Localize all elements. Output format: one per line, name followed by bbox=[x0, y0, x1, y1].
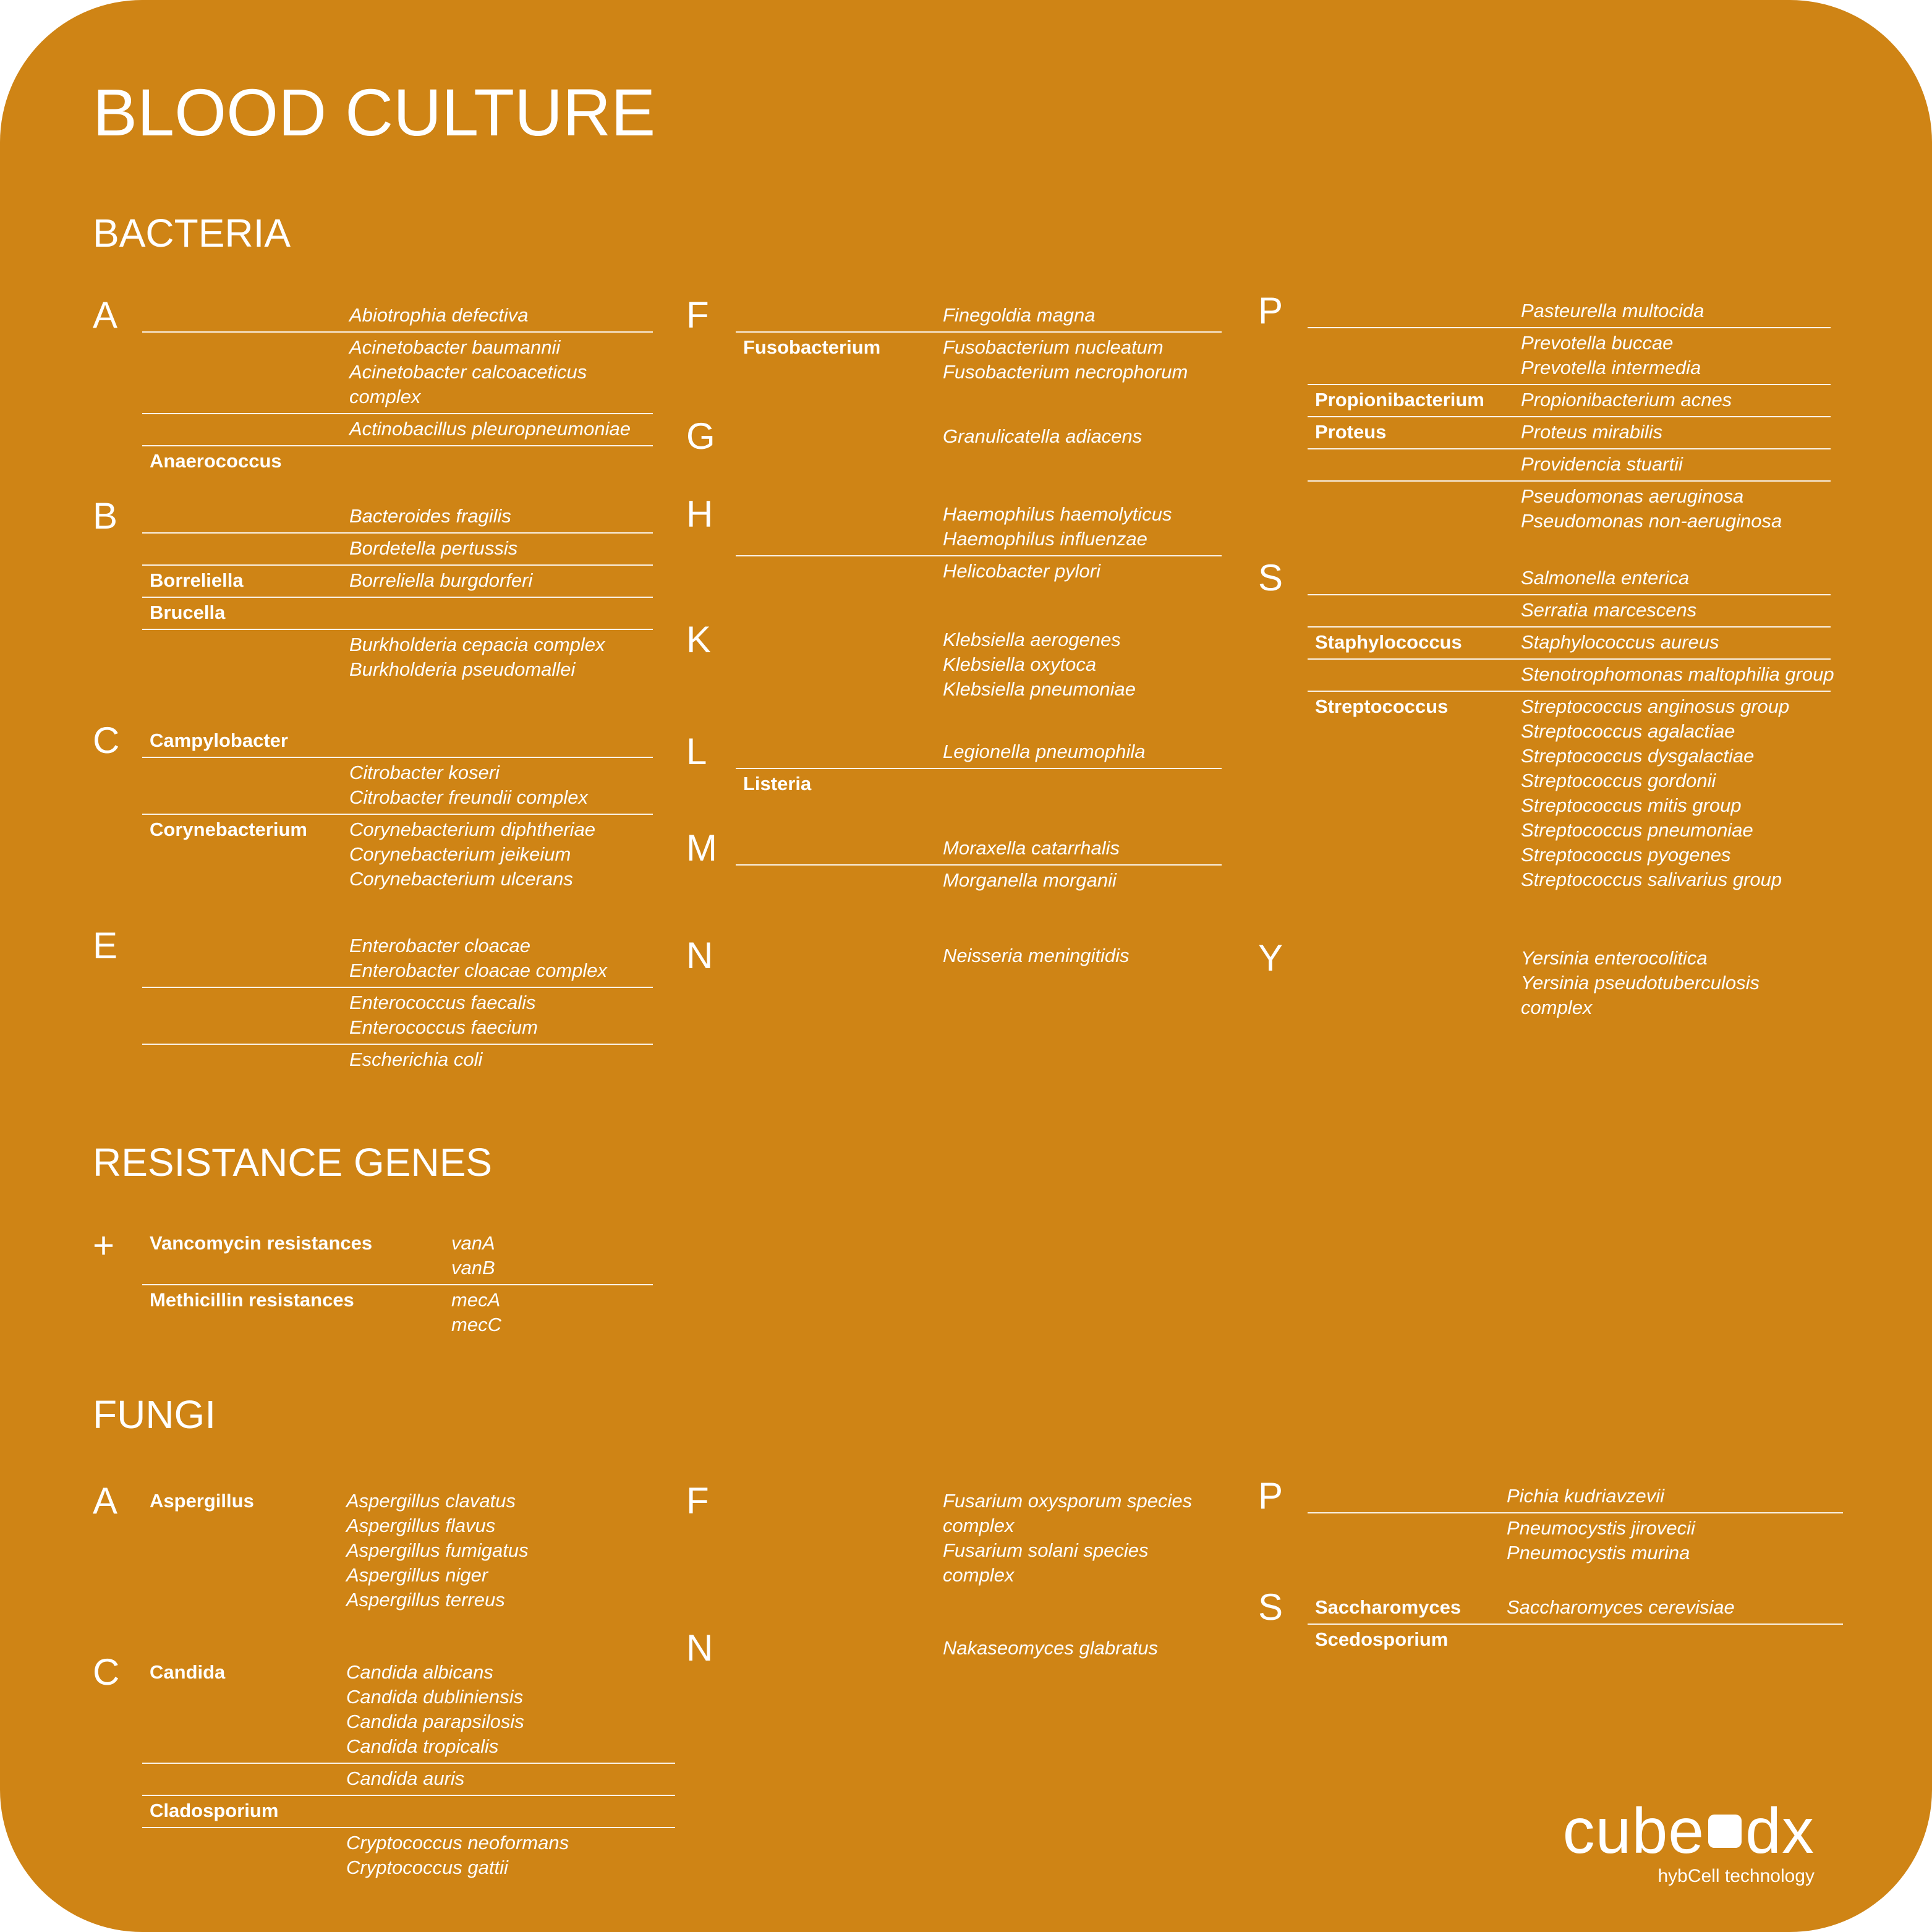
bacteria-species-name: Klebsiella pneumoniae bbox=[943, 678, 1136, 700]
bacteria-species-name: Enterococcus faecalis bbox=[349, 992, 536, 1013]
fungi-row bbox=[1308, 1623, 1843, 1656]
bacteria-group-e bbox=[142, 931, 653, 1076]
bacteria-row bbox=[142, 331, 653, 413]
fungi-species-name: Candida tropicalis bbox=[346, 1735, 499, 1757]
resistance-species-name: mecC bbox=[451, 1314, 501, 1335]
bacteria-species-name: complex bbox=[349, 386, 421, 407]
fungi-letter-s: S bbox=[1258, 1586, 1283, 1628]
logo-square-icon bbox=[1708, 1815, 1742, 1848]
bacteria-row bbox=[142, 532, 653, 564]
resistance-species-name: vanB bbox=[451, 1257, 495, 1279]
bacteria-species-name: Yersinia enterocolitica bbox=[1521, 947, 1708, 969]
bacteria-species-name: Enterobacter cloacae bbox=[349, 935, 530, 956]
cubedx-logo bbox=[1562, 1795, 1815, 1886]
bacteria-species-name: Moraxella catarrhalis bbox=[943, 837, 1120, 859]
fungi-species-name: Cryptococcus neoformans bbox=[346, 1832, 569, 1853]
bacteria-species-name: Acinetobacter calcoaceticus bbox=[349, 361, 587, 383]
fungi-group-p bbox=[1308, 1481, 1843, 1569]
bacteria-species-name: Stenotrophomonas maltophilia group bbox=[1521, 663, 1834, 685]
resistance-row bbox=[142, 1284, 653, 1341]
bacteria-species-name: Burkholderia pseudomallei bbox=[349, 658, 576, 680]
resistance-genus-label: Methicillin resistances bbox=[150, 1289, 354, 1311]
fungi-row bbox=[1308, 1512, 1843, 1569]
bacteria-species-name: Citrobacter freundii complex bbox=[349, 786, 588, 808]
bacteria-species-name: Actinobacillus pleuropneumoniae bbox=[349, 418, 631, 440]
bacteria-letter-f: F bbox=[686, 294, 709, 336]
logo-text-cube: cube bbox=[1562, 1795, 1705, 1867]
bacteria-row bbox=[142, 501, 653, 532]
bacteria-species-name: Salmonella enterica bbox=[1521, 567, 1690, 589]
bacteria-row bbox=[1308, 691, 1831, 896]
bacteria-species-name: Fusobacterium necrophorum bbox=[943, 361, 1188, 383]
bacteria-species-name: Helicobacter pylori bbox=[943, 560, 1100, 582]
bacteria-species-name: Prevotella buccae bbox=[1521, 332, 1674, 354]
bacteria-row bbox=[142, 814, 653, 895]
bacteria-species-name: Corynebacterium jeikeium bbox=[349, 843, 571, 865]
bacteria-group-g bbox=[736, 422, 1222, 453]
bacteria-group-a bbox=[142, 300, 653, 477]
bacteria-letter-b: B bbox=[93, 495, 118, 537]
bacteria-species-list bbox=[349, 760, 653, 810]
bacteria-species-name: Pseudomonas aeruginosa bbox=[1521, 485, 1744, 507]
fungi-group-a bbox=[142, 1486, 675, 1616]
bacteria-letter-n: N bbox=[686, 935, 713, 976]
bacteria-species-name: Corynebacterium diphtheriae bbox=[349, 819, 596, 840]
bacteria-species-name: Legionella pneumophila bbox=[943, 741, 1146, 762]
resistance-genes-group bbox=[142, 1228, 653, 1341]
bacteria-genus-label: Streptococcus bbox=[1315, 696, 1449, 717]
bacteria-row bbox=[1308, 626, 1831, 658]
bacteria-row bbox=[142, 1044, 653, 1076]
fungi-letter-f: F bbox=[686, 1480, 709, 1521]
bacteria-letter-s: S bbox=[1258, 557, 1283, 598]
fungi-species-name: Nakaseomyces glabratus bbox=[943, 1637, 1159, 1659]
bacteria-letter-m: M bbox=[686, 827, 717, 869]
bacteria-row bbox=[142, 413, 653, 445]
fungi-species-list bbox=[346, 1489, 675, 1612]
fungi-genus-label: Candida bbox=[150, 1661, 226, 1683]
fungi-genus-label: Saccharomyces bbox=[1315, 1596, 1462, 1618]
fungi-species-name: Saccharomyces cerevisiae bbox=[1507, 1596, 1735, 1618]
bacteria-species-name: Staphylococcus aureus bbox=[1521, 631, 1719, 653]
bacteria-species-list bbox=[943, 739, 1222, 764]
bacteria-species-name: Borreliella burgdorferi bbox=[349, 569, 533, 591]
fungi-group-f bbox=[736, 1486, 1222, 1591]
bacteria-row bbox=[1308, 384, 1831, 416]
bacteria-species-name: Haemophilus haemolyticus bbox=[943, 503, 1172, 525]
bacteria-species-name: Fusobacterium nucleatum bbox=[943, 336, 1164, 358]
bacteria-group-y bbox=[1308, 943, 1831, 1024]
fungi-letter-p: P bbox=[1258, 1475, 1283, 1517]
bacteria-species-list bbox=[943, 335, 1222, 385]
fungi-heading: FUNGI bbox=[93, 1392, 216, 1437]
bacteria-species-name: Finegoldia magna bbox=[943, 304, 1096, 326]
bacteria-species-name: Streptococcus anginosus group bbox=[1521, 696, 1790, 717]
bacteria-species-list bbox=[349, 449, 653, 474]
bacteria-row bbox=[1308, 296, 1831, 327]
bacteria-species-name: Streptococcus pyogenes bbox=[1521, 844, 1731, 866]
resistance-species-list bbox=[451, 1231, 653, 1280]
fungi-species-list bbox=[346, 1798, 675, 1823]
fungi-species-list bbox=[943, 1636, 1222, 1661]
bacteria-row bbox=[142, 445, 653, 477]
bacteria-species-list bbox=[349, 504, 653, 529]
fungi-letter-n: N bbox=[686, 1627, 713, 1669]
page-title: BLOOD CULTURE bbox=[93, 75, 656, 150]
fungi-species-list bbox=[1507, 1627, 1843, 1652]
fungi-row bbox=[1308, 1593, 1843, 1623]
resistance-species-name: vanA bbox=[451, 1232, 495, 1254]
bacteria-row bbox=[142, 987, 653, 1044]
bacteria-species-list bbox=[349, 728, 653, 753]
bacteria-species-list bbox=[1521, 452, 1831, 477]
fungi-group-c bbox=[142, 1658, 675, 1884]
fungi-species-name: Pneumocystis jirovecii bbox=[1507, 1517, 1695, 1539]
bacteria-species-name: Streptococcus agalactiae bbox=[1521, 720, 1735, 742]
fungi-species-name: Pneumocystis murina bbox=[1507, 1542, 1690, 1564]
bacteria-species-name: Prevotella intermedia bbox=[1521, 357, 1701, 378]
bacteria-row bbox=[736, 331, 1222, 388]
bacteria-row bbox=[736, 555, 1222, 587]
fungi-species-name: Candida parapsilosis bbox=[346, 1711, 524, 1732]
bacteria-group-m bbox=[736, 833, 1222, 896]
bacteria-letter-c: C bbox=[93, 720, 120, 761]
fungi-species-name: Fusarium oxysporum species bbox=[943, 1490, 1193, 1512]
bacteria-row bbox=[142, 757, 653, 814]
bacteria-genus-label: Brucella bbox=[150, 602, 226, 623]
bacteria-row bbox=[736, 300, 1222, 331]
fungi-species-name: Aspergillus clavatus bbox=[346, 1490, 516, 1512]
bacteria-species-name: Proteus mirabilis bbox=[1521, 421, 1663, 443]
bacteria-species-name: complex bbox=[1521, 997, 1593, 1018]
resistance-genes-heading: RESISTANCE GENES bbox=[93, 1140, 493, 1185]
fungi-species-list bbox=[1507, 1595, 1843, 1620]
fungi-row bbox=[142, 1486, 675, 1616]
bacteria-species-list bbox=[943, 943, 1222, 968]
bacteria-species-name: Yersinia pseudotuberculosis bbox=[1521, 972, 1760, 994]
fungi-species-list bbox=[346, 1660, 675, 1759]
fungi-species-name: complex bbox=[943, 1564, 1015, 1586]
bacteria-species-list bbox=[1521, 388, 1831, 412]
bacteria-species-name: Serratia marcescens bbox=[1521, 599, 1697, 621]
bacteria-row bbox=[736, 768, 1222, 800]
bacteria-species-list bbox=[349, 934, 653, 983]
fungi-species-list bbox=[346, 1831, 675, 1880]
resistance-genus-label: Vancomycin resistances bbox=[150, 1232, 373, 1254]
fungi-letter-a: A bbox=[93, 1480, 118, 1521]
bacteria-species-list bbox=[349, 632, 653, 682]
bacteria-species-name: Providencia stuartii bbox=[1521, 453, 1683, 475]
fungi-row bbox=[1308, 1481, 1843, 1512]
bacteria-species-list bbox=[349, 817, 653, 892]
bacteria-species-list bbox=[943, 772, 1222, 796]
bacteria-row bbox=[142, 564, 653, 597]
fungi-genus-label: Scedosporium bbox=[1315, 1628, 1449, 1650]
fungi-group-n bbox=[736, 1633, 1222, 1664]
bacteria-heading: BACTERIA bbox=[93, 211, 291, 255]
fungi-row bbox=[736, 1486, 1222, 1591]
bacteria-species-name: Propionibacterium acnes bbox=[1521, 389, 1732, 411]
bacteria-species-name: Pasteurella multocida bbox=[1521, 300, 1704, 321]
resistance-species-name: mecA bbox=[451, 1289, 501, 1311]
bacteria-group-h bbox=[736, 500, 1222, 587]
fungi-species-name: Aspergillus flavus bbox=[346, 1515, 496, 1536]
bacteria-species-list bbox=[943, 868, 1222, 893]
bacteria-group-l bbox=[736, 737, 1222, 800]
bacteria-species-name: Neisseria meningitidis bbox=[943, 945, 1130, 966]
bacteria-species-list bbox=[1521, 694, 1831, 892]
resistance-species-list bbox=[451, 1288, 653, 1337]
bacteria-species-name: Abiotrophia defectiva bbox=[349, 304, 529, 326]
fungi-genus-label: Cladosporium bbox=[150, 1800, 279, 1821]
fungi-species-list bbox=[346, 1766, 675, 1791]
bacteria-species-name: Pseudomonas non-aeruginosa bbox=[1521, 510, 1782, 532]
bacteria-genus-label: Campylobacter bbox=[150, 730, 288, 751]
fungi-genus-label: Aspergillus bbox=[150, 1490, 254, 1512]
fungi-species-name: Candida albicans bbox=[346, 1661, 493, 1683]
bacteria-genus-label: Corynebacterium bbox=[150, 819, 307, 840]
bacteria-row bbox=[1308, 594, 1831, 626]
bacteria-species-list bbox=[349, 536, 653, 561]
bacteria-row bbox=[1308, 416, 1831, 448]
bacteria-row bbox=[1308, 327, 1831, 384]
bacteria-letter-y: Y bbox=[1258, 937, 1283, 979]
fungi-species-name: Aspergillus terreus bbox=[346, 1589, 505, 1611]
bacteria-species-list bbox=[349, 303, 653, 328]
bacteria-genus-label: Fusobacterium bbox=[743, 336, 881, 358]
bacteria-letter-e: E bbox=[93, 925, 118, 966]
fungi-species-name: complex bbox=[943, 1515, 1015, 1536]
bacteria-letter-p: P bbox=[1258, 290, 1283, 331]
bacteria-species-list bbox=[1521, 420, 1831, 445]
bacteria-species-name: Streptococcus gordonii bbox=[1521, 770, 1716, 791]
bacteria-species-name: Burkholderia cepacia complex bbox=[349, 634, 605, 655]
bacteria-species-name: Klebsiella aerogenes bbox=[943, 629, 1121, 650]
fungi-row bbox=[142, 1658, 675, 1763]
logo-tagline: hybCell technology bbox=[1658, 1866, 1815, 1886]
bacteria-letter-k: K bbox=[686, 619, 712, 660]
bacteria-species-name: Citrobacter koseri bbox=[349, 762, 500, 783]
bacteria-row bbox=[142, 629, 653, 686]
bacteria-genus-label: Proteus bbox=[1315, 421, 1387, 443]
bacteria-row bbox=[1308, 658, 1834, 691]
bacteria-species-list bbox=[349, 1047, 653, 1072]
bacteria-letter-l: L bbox=[686, 731, 707, 772]
bacteria-species-name: Enterobacter cloacae complex bbox=[349, 960, 608, 981]
fungi-group-s bbox=[1308, 1593, 1843, 1656]
bacteria-species-name: Bacteroides fragilis bbox=[349, 505, 511, 527]
bacteria-row bbox=[736, 500, 1222, 555]
bacteria-group-n bbox=[736, 941, 1222, 972]
fungi-species-list bbox=[1507, 1516, 1843, 1565]
bacteria-row bbox=[736, 737, 1222, 768]
bacteria-species-list bbox=[349, 417, 653, 441]
bacteria-species-name: Streptococcus pneumoniae bbox=[1521, 819, 1753, 841]
bacteria-species-list bbox=[1521, 566, 1831, 590]
bacteria-group-k bbox=[736, 625, 1222, 705]
bacteria-row bbox=[142, 597, 653, 629]
bacteria-genus-label: Anaerococcus bbox=[150, 450, 282, 472]
bacteria-group-p bbox=[1308, 296, 1831, 537]
fungi-species-name: Pichia kudriavzevii bbox=[1507, 1485, 1664, 1507]
bacteria-species-name: Corynebacterium ulcerans bbox=[349, 868, 573, 890]
bacteria-species-name: Streptococcus dysgalactiae bbox=[1521, 745, 1755, 767]
bacteria-genus-label: Borreliella bbox=[150, 569, 244, 591]
bacteria-group-f bbox=[736, 300, 1222, 388]
bacteria-species-list bbox=[349, 600, 653, 625]
bacteria-species-list bbox=[1521, 484, 1831, 534]
bacteria-species-list bbox=[943, 303, 1222, 328]
bacteria-species-list bbox=[1521, 331, 1831, 380]
bacteria-species-list bbox=[943, 424, 1222, 449]
bacteria-species-list bbox=[1521, 630, 1831, 655]
logo-text-dx: dx bbox=[1745, 1795, 1815, 1867]
bacteria-species-list bbox=[349, 990, 653, 1040]
bacteria-row bbox=[1308, 480, 1831, 537]
fungi-row bbox=[736, 1633, 1222, 1664]
bacteria-species-list bbox=[349, 335, 653, 409]
fungi-species-list bbox=[943, 1489, 1222, 1588]
bacteria-row bbox=[142, 931, 653, 987]
bacteria-row bbox=[736, 864, 1222, 896]
bacteria-genus-label: Staphylococcus bbox=[1315, 631, 1462, 653]
bacteria-species-name: Haemophilus influenzae bbox=[943, 528, 1147, 550]
bacteria-species-name: Bordetella pertussis bbox=[349, 537, 518, 559]
fungi-row bbox=[142, 1795, 675, 1827]
bacteria-species-name: Granulicatella adiacens bbox=[943, 425, 1143, 447]
bacteria-row bbox=[736, 833, 1222, 864]
bacteria-row bbox=[142, 300, 653, 331]
bacteria-species-list bbox=[349, 568, 653, 593]
fungi-species-name: Aspergillus fumigatus bbox=[346, 1539, 529, 1561]
fungi-row bbox=[142, 1763, 675, 1795]
fungi-species-name: Fusarium solani species bbox=[943, 1539, 1149, 1561]
bacteria-letter-a: A bbox=[93, 294, 118, 336]
bacteria-group-c bbox=[142, 726, 653, 895]
fungi-species-list bbox=[1507, 1484, 1843, 1509]
plus-icon: + bbox=[93, 1225, 115, 1266]
bacteria-species-name: Streptococcus salivarius group bbox=[1521, 869, 1782, 890]
bacteria-species-list bbox=[943, 836, 1222, 861]
fungi-species-name: Candida auris bbox=[346, 1768, 465, 1789]
bacteria-row bbox=[142, 726, 653, 757]
bacteria-species-name: Morganella morganii bbox=[943, 869, 1117, 891]
bacteria-species-name: Enterococcus faecium bbox=[349, 1016, 538, 1038]
fungi-letter-c: C bbox=[93, 1651, 120, 1693]
bacteria-letter-h: H bbox=[686, 493, 713, 535]
bacteria-species-list bbox=[1521, 598, 1831, 623]
fungi-species-name: Aspergillus niger bbox=[346, 1564, 488, 1586]
bacteria-row bbox=[1308, 563, 1831, 594]
bacteria-row bbox=[736, 625, 1222, 705]
fungi-species-name: Candida dubliniensis bbox=[346, 1686, 524, 1708]
bacteria-row bbox=[736, 422, 1222, 453]
bacteria-genus-label: Propionibacterium bbox=[1315, 389, 1484, 411]
bacteria-species-name: Streptococcus mitis group bbox=[1521, 794, 1742, 816]
bacteria-group-b bbox=[142, 501, 653, 686]
bacteria-row bbox=[1308, 448, 1831, 480]
fungi-row bbox=[142, 1827, 675, 1884]
bacteria-genus-label: Listeria bbox=[743, 773, 812, 794]
resistance-row bbox=[142, 1228, 653, 1284]
bacteria-species-list bbox=[943, 502, 1222, 551]
bacteria-species-list bbox=[943, 628, 1222, 702]
bacteria-group-s bbox=[1308, 563, 1834, 896]
bacteria-species-list bbox=[943, 559, 1222, 584]
bacteria-row bbox=[736, 941, 1222, 972]
bacteria-species-list bbox=[1521, 299, 1831, 323]
bacteria-species-list bbox=[1521, 662, 1834, 687]
bacteria-letter-g: G bbox=[686, 415, 715, 457]
bacteria-species-name: Escherichia coli bbox=[349, 1049, 483, 1070]
bacteria-species-name: Klebsiella oxytoca bbox=[943, 653, 1097, 675]
bacteria-species-name: Acinetobacter baumannii bbox=[349, 336, 561, 358]
fungi-species-name: Cryptococcus gattii bbox=[346, 1857, 508, 1878]
bacteria-row bbox=[1308, 943, 1831, 1024]
bacteria-species-list bbox=[1521, 946, 1831, 1020]
